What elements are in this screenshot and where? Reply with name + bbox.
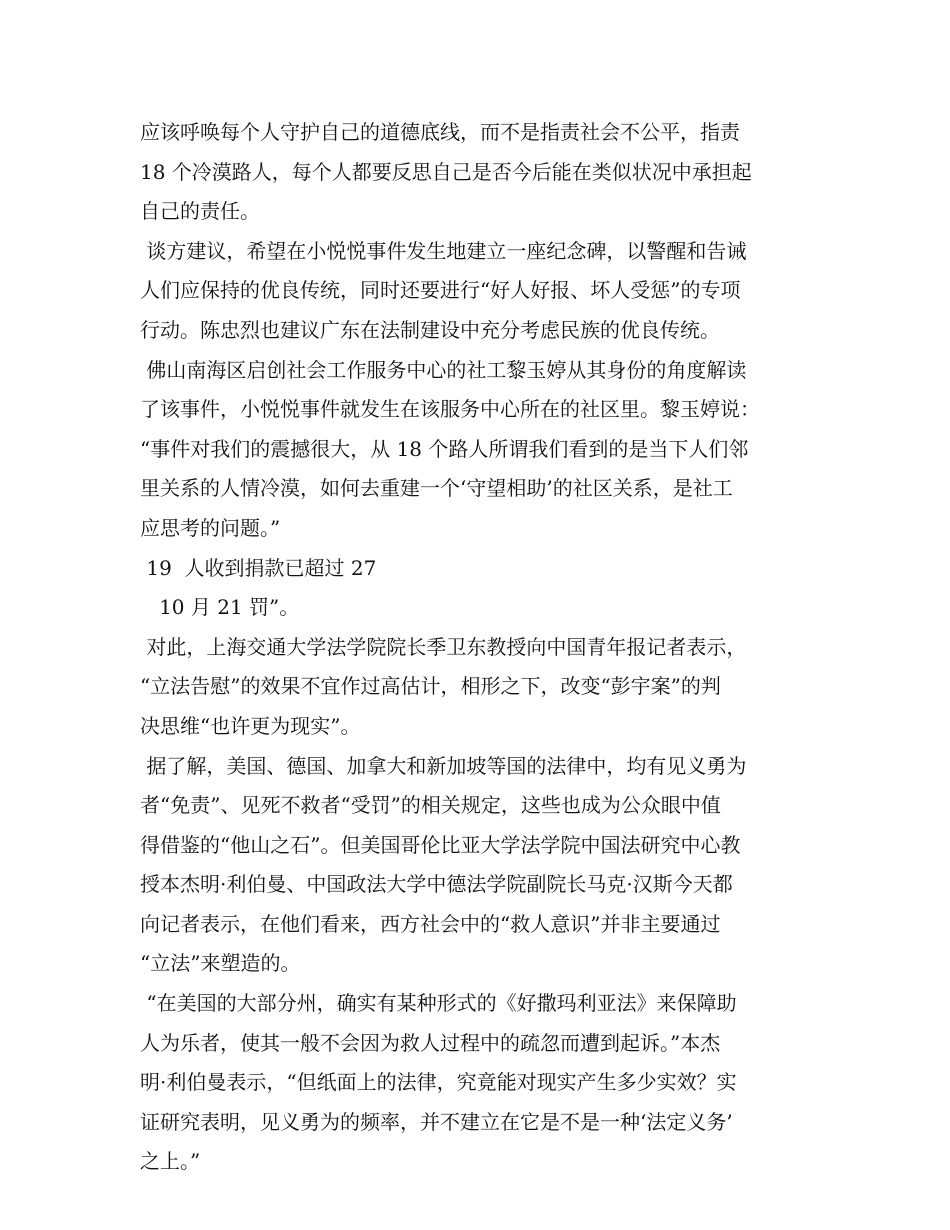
text-line: 证研究表明，见义勇为的频率，并不建立在它是不是一种‘法定义务’: [140, 1109, 733, 1134]
text-line: 里关系的人情冷漠，如何去重建一个‘守望相助’的社区关系，是社工: [140, 476, 733, 501]
text-line: 应思考的问题。”: [140, 515, 281, 540]
text-line: “立法告慰”的效果不宜作过高估计，相形之下，改变“彭宇案”的判: [140, 674, 721, 699]
text-line: 之上。”: [140, 1149, 201, 1174]
text-line: “立法”来塑造的。: [140, 951, 301, 976]
text-line: 佛山南海区启创社会工作服务中心的社工黎玉婷从其身份的角度解读: [140, 357, 747, 382]
text-line: 人们应保持的优良传统，同时还要进行“好人好报、坏人受惩”的专项: [140, 278, 741, 303]
text-line: 决思维“也许更为现实”。: [140, 713, 361, 738]
text-line: 19 人收到捐款已超过 27: [140, 555, 377, 580]
text-line: 据了解，美国、德国、加拿大和新加坡等国的法律中，均有见义勇为: [140, 753, 747, 778]
text-line: 对此，上海交通大学法学院院长季卫东教授向中国青年报记者表示，: [140, 634, 747, 659]
text-line: “事件对我们的震撼很大，从 18 个路人所谓我们看到的是当下人们邻: [140, 436, 749, 461]
text-line: 人为乐者，使其一般不会因为救人过程中的疏忽而遭到起诉。”本杰: [140, 1030, 721, 1055]
text-line: 10 月 21 罚”。: [140, 595, 300, 620]
text-line: 自己的责任。: [140, 199, 260, 224]
text-line: 向记者表示，在他们看来，西方社会中的“救人意识”并非主要通过: [140, 911, 721, 936]
text-line: 18 个冷漠路人，每个人都要反思自己是否今后能在类似状况中承担起: [140, 159, 752, 184]
text-line: 得借鉴的“他山之石”。但美国哥伦比亚大学法学院中国法研究中心教: [140, 832, 741, 857]
text-line: 谈方建议，希望在小悦悦事件发生地建立一座纪念碑，以警醒和告诫: [140, 238, 747, 263]
text-line: 明·利伯曼表示，“但纸面上的法律，究竟能对现实产生多少实效？实: [140, 1070, 737, 1095]
text-line: 授本杰明·利伯曼、中国政法大学中德法学院副院长马克·汉斯今天都: [140, 872, 733, 897]
text-line: 者“免责”、见死不救者“受罚”的相关规定，这些也成为公众眼中值: [140, 793, 721, 818]
text-line: 了该事件，小悦悦事件就发生在该服务中心所在的社区里。黎玉婷说：: [140, 397, 760, 422]
text-line: 应该呼唤每个人守护自己的道德底线，而不是指责社会不公平，指责: [140, 120, 740, 144]
document-body: [140, 113, 820, 1182]
text-line: 行动。陈忠烈也建议广东在法制建设中充分考虑民族的优良传统。: [140, 317, 720, 342]
text-line: “在美国的大部分州，确实有某种形式的《好撒玛利亚法》来保障助: [140, 991, 737, 1016]
